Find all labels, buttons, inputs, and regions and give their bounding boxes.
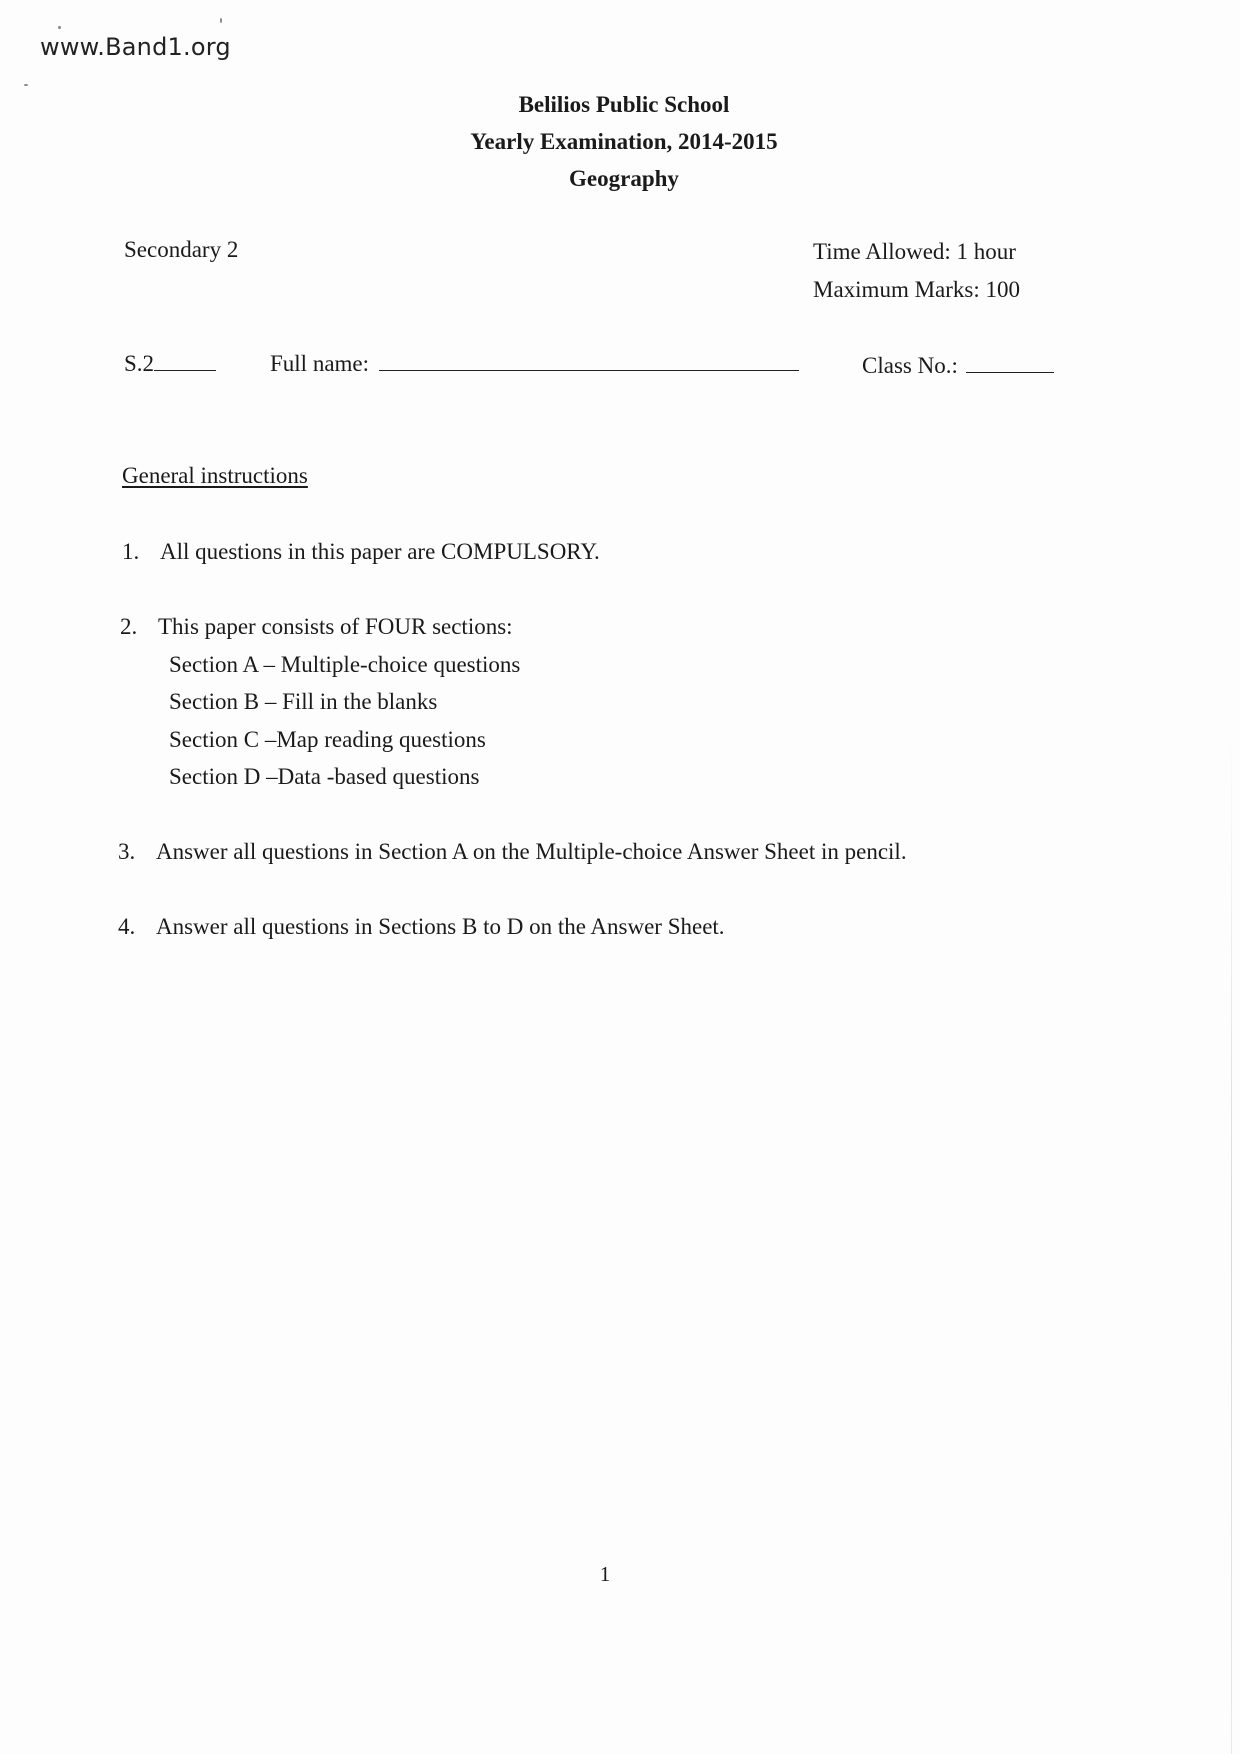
instructions-heading: General instructions <box>122 463 308 488</box>
class-no-field <box>862 352 1054 379</box>
instruction-number: 2. <box>120 614 138 639</box>
full-name-label: Full name: <box>270 351 370 376</box>
section-list-item: Section B – Fill in the blanks <box>169 689 438 714</box>
instruction-text: This paper consists of FOUR sections: <box>158 614 513 639</box>
class-blank[interactable] <box>154 350 216 371</box>
scan-edge <box>1231 700 1232 1754</box>
watermark-url: www.Band1.org <box>40 33 231 61</box>
class-field <box>124 350 216 377</box>
maximum-marks: Maximum Marks: 100 <box>813 277 1020 302</box>
instruction-item <box>118 914 725 940</box>
exam-header <box>0 86 1240 197</box>
full-name-field <box>270 350 799 377</box>
school-name: Belilios Public School <box>518 92 730 117</box>
scan-speck <box>220 18 222 23</box>
page-number-text: 1 <box>599 1562 611 1586</box>
instruction-text: Answer all questions in Sections B to D on the Answer Sheet. <box>156 914 725 939</box>
page-number <box>0 1562 1240 1587</box>
exam-title: Yearly Examination, 2014-2015 <box>470 129 778 154</box>
time-allowed: Time Allowed: 1 hour <box>813 239 1016 264</box>
class-no-blank[interactable] <box>966 352 1054 373</box>
instruction-number: 4. <box>118 914 136 939</box>
subject-title: Geography <box>569 166 679 191</box>
instruction-text: All questions in this paper are COMPULSORY. <box>160 539 600 564</box>
instruction-number: 3. <box>118 839 136 864</box>
instruction-item <box>120 614 513 640</box>
section-list-item: Section A – Multiple-choice questions <box>169 652 521 677</box>
instruction-number: 1. <box>122 539 140 564</box>
class-no-label: Class No.: <box>862 353 958 378</box>
class-label: S.2 <box>124 351 155 376</box>
scan-speck <box>58 26 61 29</box>
section-list-item: Section C –Map reading questions <box>169 727 486 752</box>
instruction-item <box>118 839 907 865</box>
section-list-item: Section D –Data -based questions <box>169 764 480 789</box>
full-name-blank[interactable] <box>379 350 799 371</box>
level-label: Secondary 2 <box>124 237 239 262</box>
instruction-item <box>122 539 600 565</box>
instruction-text: Answer all questions in Section A on the Multiple-choice Answer Sheet in pencil. <box>156 839 907 864</box>
